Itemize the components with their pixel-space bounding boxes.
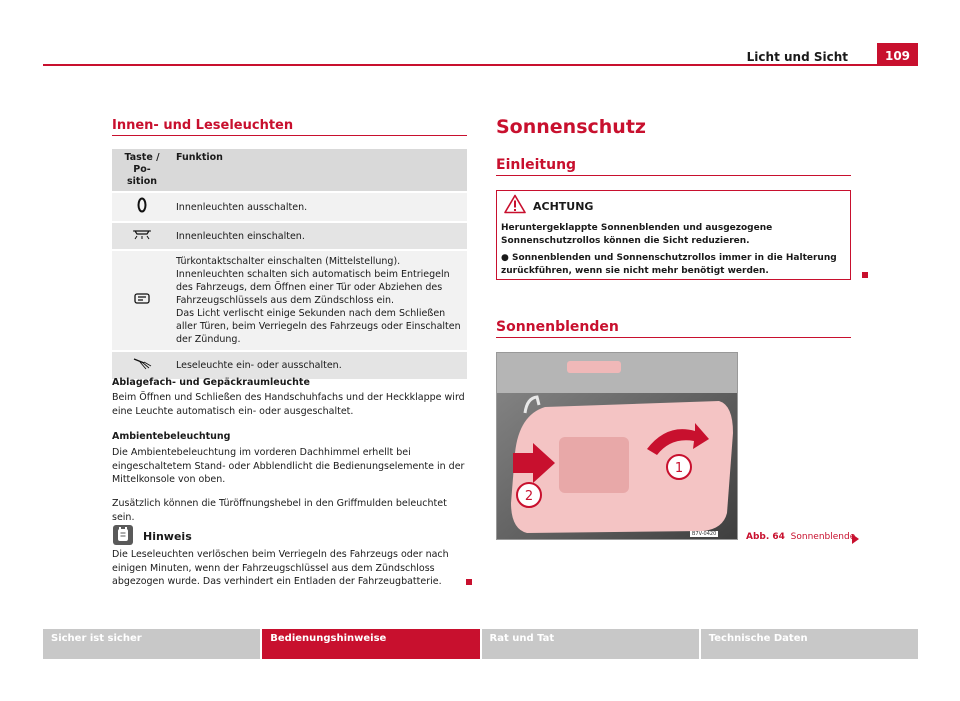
footer-tab-tips[interactable]: Rat und Tat [482,629,699,659]
table-row [112,250,467,351]
table-header-function: Funktion [172,149,467,192]
sun-visor-figure [496,352,738,540]
main-title: Sonnenschutz [496,116,646,138]
caption-number: Abb. 64 [746,532,785,542]
section-rule [496,175,851,176]
end-marker [862,272,868,278]
warning-triangle-icon [504,194,526,218]
warning-text [501,222,843,278]
footer-tab-technical-data[interactable]: Technische Daten [701,629,918,659]
section-title-interior-lights: Innen- und Leseleuchten [112,118,294,133]
end-marker [466,579,472,585]
door-contact-icon [132,292,152,310]
warning-line: Heruntergeklappte Sonnenblenden und ausgezogene Sonnenschutzrollos können die Sicht reduzieren. [501,223,773,246]
ambient-heading: Ambientebeleuchtung [112,431,231,442]
function-table [112,149,467,379]
note-text: Die Leseleuchten verlöschen beim Verriegeln des Fahrzeugs oder nach einigen Minuten, wenn der Fahrzeugschlüssel aus dem Zündschloss abgezogen wurde. Das verhindert ein Entladen der Fahrzeugbatterie. [112,549,449,587]
table-row [112,192,467,222]
section-rule [496,337,851,338]
note-icon [113,525,133,545]
page-header-title: Licht und Sicht [746,50,848,64]
figure-label-2: 2 [524,489,534,504]
table-cell-function: Innenleuchten ausschalten. [172,192,467,222]
zero-position-icon [137,197,147,217]
table-cell-function: Türkontaktschalter einschalten (Mittelstellung). Innenleuchten schalten sich automatisch beim Entriegeln des Fahrzeugs, dem Öffnen einer Tür oder Abziehen des Fahrzeugschlüssels aus dem Zündschloss ein. Das Licht verlischt einige Sekunden nach dem Schließen aller Türen, beim Verriegeln des Fahrzeugs oder Einschalten der Zündung. [172,250,467,351]
reading-light-icon [132,357,152,375]
figure-label-1: 1 [674,461,684,476]
storage-text: Beim Öffnen und Schließen des Handschuhfachs und der Heckklappe wird eine Leuchte automatisch ein- oder ausgeschaltet. [112,392,465,417]
section-title-intro: Einleitung [496,157,577,173]
figure-caption [746,532,858,542]
table-cell-function: Innenleuchten einschalten. [172,222,467,250]
table-cell-function: Leseleuchte ein- oder ausschalten. [172,351,467,379]
footer-nav [43,629,918,659]
warning-line: ● Sonnenblenden und Sonnenschutzrollos immer in die Halterung zurückführen, wenn sie nicht mehr benötigt werden. [501,253,837,276]
table-header-position: Taste / Po- sition [112,149,172,192]
extra-text: Zusätzlich können die Türöffnungshebel in den Griffmulden beleuchtet sein. [112,498,447,523]
continue-arrow-icon [852,534,859,544]
sun-visor-illustration [497,353,738,540]
page-number: 109 [877,43,918,66]
table-row [112,351,467,379]
section-rule [112,135,467,136]
warning-title: ACHTUNG [533,200,594,213]
note-title: Hinweis [143,530,192,543]
figure-code: B7V-0420 [692,531,717,537]
ambient-text: Die Ambientebeleuchtung im vorderen Dachhimmel erhellt bei eingeschaltetem Stand- oder Abblendlicht die Bedienungselemente in der Mittelkonsole von oben. [112,447,465,485]
storage-heading: Ablagefach- und Gepäckraumleuchte [112,377,310,388]
table-row [112,222,467,250]
section-title-visors: Sonnenblenden [496,319,619,335]
header-rule [43,64,918,66]
interior-light-icon [131,228,153,244]
footer-tab-safety[interactable]: Sicher ist sicher [43,629,260,659]
footer-tab-operation[interactable]: Bedienungshinweise [262,629,479,659]
caption-text: Sonnenblende. [790,532,859,542]
